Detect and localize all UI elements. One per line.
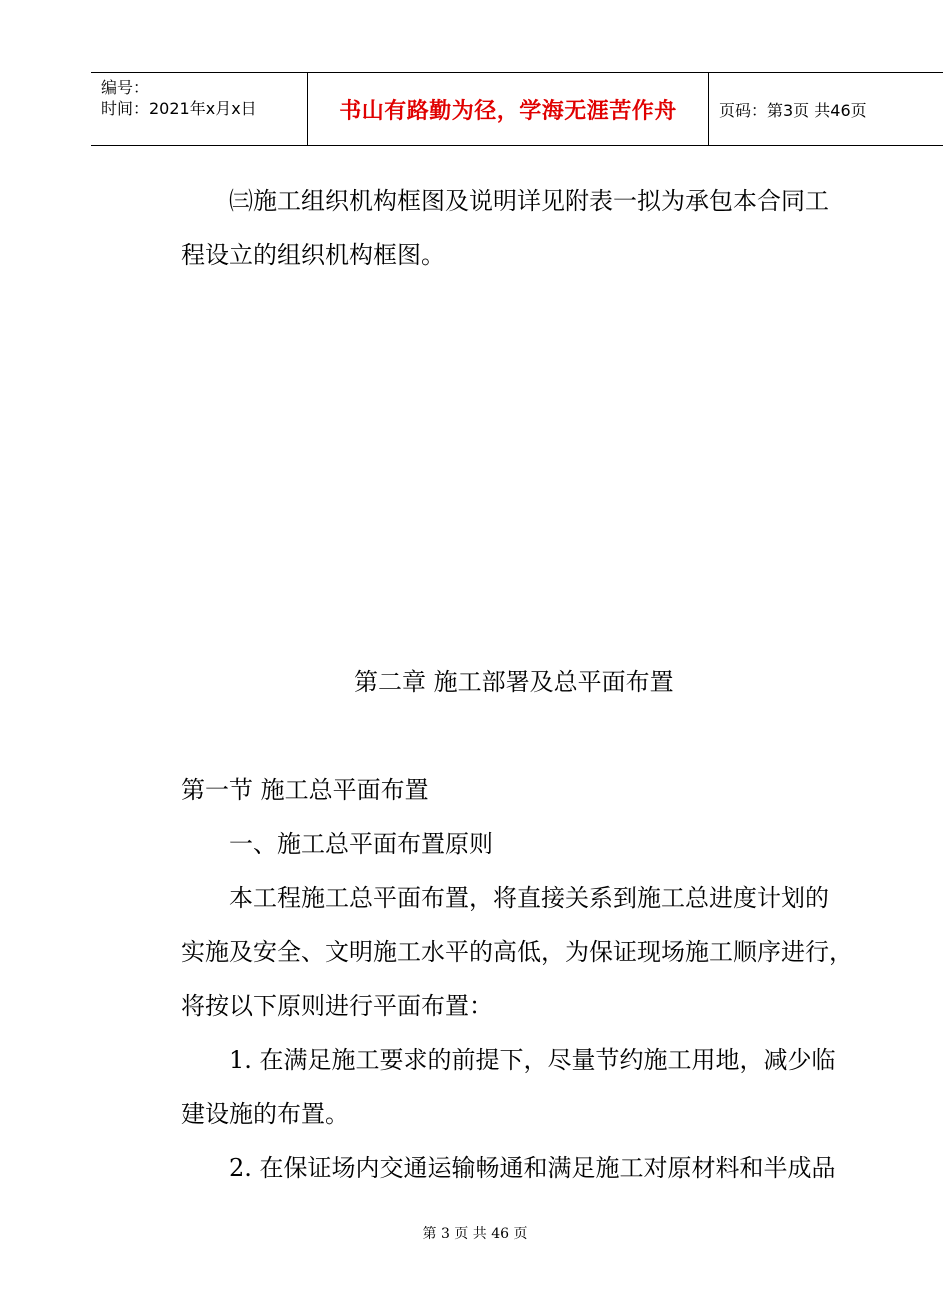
paragraph-line: 程设立的组织机构框图。 bbox=[181, 241, 445, 269]
subsection-title: 一、施工总平面布置原则 bbox=[229, 830, 493, 858]
document-time-label: 时间：2021年x月x日 bbox=[101, 99, 257, 118]
header-page-cell bbox=[709, 73, 943, 145]
header-motto: 书山有路勤为径，学海无涯苦作舟 bbox=[339, 98, 677, 124]
paragraph-line: 将按以下原则进行平面布置： bbox=[181, 992, 493, 1020]
list-item-continuation: 建设施的布置。 bbox=[181, 1100, 349, 1128]
page-footer: 第 3 页 共 46 页 bbox=[422, 1226, 528, 1242]
document-header bbox=[91, 72, 943, 146]
header-page-label: 页码：第3页 共46页 bbox=[719, 100, 867, 120]
list-item: 2. 在保证场内交通运输畅通和满足施工对原材料和半成品 bbox=[229, 1154, 836, 1182]
section-title: 第一节 施工总平面布置 bbox=[181, 776, 429, 804]
paragraph-line: 本工程施工总平面布置，将直接关系到施工总进度计划的 bbox=[229, 884, 829, 912]
header-motto-cell bbox=[308, 73, 709, 145]
document-number-label: 编号： bbox=[101, 78, 150, 97]
chapter-title: 第二章 施工部署及总平面布置 bbox=[354, 668, 674, 696]
list-item: 1. 在满足施工要求的前提下，尽量节约施工用地，减少临 bbox=[229, 1046, 836, 1074]
header-meta-cell bbox=[91, 73, 308, 145]
paragraph-line: ㈢施工组织机构框图及说明详见附表一拟为承包本合同工 bbox=[229, 187, 829, 215]
paragraph-line: 实施及安全、文明施工水平的高低，为保证现场施工顺序进行， bbox=[181, 938, 853, 966]
